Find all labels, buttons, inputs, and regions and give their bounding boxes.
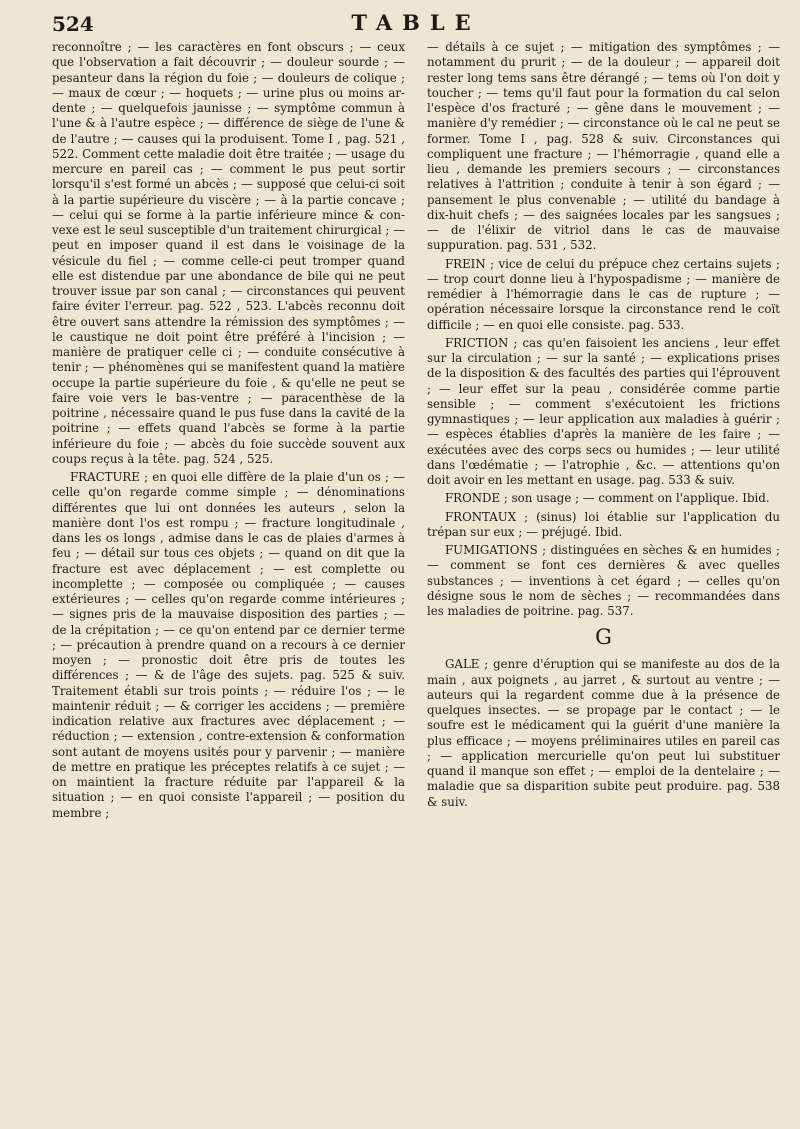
section-letter-g: G xyxy=(595,625,612,650)
index-entry-frontaux: FRONTAUX ; (sinus) loi établie sur l'application du trépan sur eux ; — préjugé. Ibid. xyxy=(427,509,780,539)
index-entry-gale: GALE ; genre d'éruption qui se manifeste au dos de la main , aux poignets , au jarret , & surtout au ventre ; — auteurs qui la regardent comme due à la présence de quelques insectes. — se propage par le contact ; — le soufre est le médicament qui la guérit d'une manière la plus efficace ; — moyens préliminaires utiles en pareil cas ; — application mercurielle qu'on peut lui substituer quand il manque son effet ; — emploi de la dentelaire ; — maladie que sa disparition subite peut produire. pag. 538 & suiv. xyxy=(427,657,780,809)
index-entry-fracture-continued: — détails à ce sujet ; — mitigation des symptômes ; — notamment du prurit ; — de la douleur ; — appareil doit rester long tems sans être dérangé ; — tems où l'on doit y toucher ; — tems qu'il faut pour la formation du cal selon l'espèce d'os fracturé ; — gêne dans le mouvement ; — manière d'y remédier ; — circonstance où le cal ne peut se former. Tome I , pag. 528 & suiv. Circonstances qui compliquent une fracture ; — l'hémorragie , quand elle a lieu , demande les premiers secours ; — circonstances relatives à l'attrition ; conduite à tenir à son égard ; — pansement le plus convenable ; — utilité du bandage à dix-huit chefs ; — des saignées locales par les sangsues ; — de l'élixir de vitriol dans le cas de mauvaise suppuration. pag. 531 , 532. xyxy=(427,40,780,253)
index-entry-fronde: FRONDE ; son usage ; — comment on l'applique. Ibid. xyxy=(445,491,770,506)
page-number: 524 xyxy=(52,12,94,36)
running-title: TABLE xyxy=(351,10,481,35)
right-column xyxy=(427,40,780,824)
index-entry-foie-continued: reconnoître ; — les caractères en font obscurs ; — ceux que l'observation a fait découvrir ; — douleur sourde ; — pesanteur dans la région du foie ; — douleurs de colique ; — maux de cœur ; — hoquets ; — urine plus ou moins ardente ; — quelquefois jaunisse ; — symptôme commun à l'une & à l'autre espèce ; — différence de siège de l'une & de l'autre ; — causes qui la produisent. Tome I , pag. 521 , 522. Comment cette maladie doit être traitée ; — usage du mercure en pareil cas ; — comment le pus peut sortir lorsqu'il s'est formé un abcès ; — supposé que celui-ci soit à la partie supérieure du viscère ; — à la partie concave ; — celui qui se forme à la partie inférieure mince & convexe est le seul susceptible d'un traitement chirurgical ; — peut en imposer quand il est dans le voisinage de la vésicule du fiel ; — comme celle-ci peut tromper quand elle est distendue par une abondance de bile qui ne peut trouver issue par son canal ; — circonstances qui peuvent faire éviter l'erreur. pag. 522 , 523. L'abcès reconnu doit être ouvert sans attendre la rémission des symptômes ; — le caustique ne doit point être préféré à l'incision ; — manière de pratiquer celle ci ; — conduite consécutive à tenir ; — phénomènes qui se manifestent quand la matière occupe la partie supérieure du foie , & qu'elle ne peut se faire voie vers le bas-ventre ; — paracenthèse de la poitrine , nécessaire quand le pus fuse dans la cavité de la poitrine ; — effets quand l'abcès se forme à la partie inférieure du foie ; — abcès du foie succède souvent aux coups reçus à la tête. pag. 524 , 525. xyxy=(52,40,405,466)
index-entry-fracture: FRACTURE ; en quoi elle diffère de la plaie d'un os ; — celle qu'on regarde comme simple ; — dénominations différentes que lui ont données les auteurs , selon la manière dont l'os est rompu ; — fracture longitudinale , dans les os longs , admise dans le cas de plaies d'armes à feu ; — détail sur tous ces objets ; — quand on dit que la fracture est avec déplacement ; — est complette ou incomplette ; — composée ou compliquée ; — causes extérieures ; — celles qu'on regarde comme intérieures ; — signes pris de la mauvaise disposition des parties ; — de la crépitation ; — ce qu'on entend par ce dernier terme ; — précaution à prendre quand on a recours à ce dernier moyen ; — pronostic doit être pris de toutes les différences ; — & de l'âge des sujets. pag. 525 & suiv. Traitement établi sur trois points ; — réduire l'os ; — le maintenir réduit ; — & corriger les accidens ; — première indication relative aux fractures avec déplacement ; — réduction ; — extension , contre-extension & conformation sont autant de moyens usités pour y parvenir ; — manière de mettre en pratique les préceptes relatifs à ce sujet ; — on maintient la fracture réduite par l'appareil & la situation ; — en quoi consiste l'appareil ; — position du membre ; xyxy=(52,470,405,820)
index-entry-frein: FREIN ; vice de celui du prépuce chez certains sujets ; — trop court donne lieu à l'hypospadisme ; — manière de remédier à l'hémorragie dans le cas de rupture ; — opération nécessaire lorsque la circonstance rend le coït difficile ; — en quoi elle consiste. pag. 533. xyxy=(427,256,780,332)
page-header xyxy=(52,10,780,40)
left-column xyxy=(52,40,405,824)
index-entry-fumigations: FUMIGATIONS ; distinguées en sèches & en humides ; — comment se font ces dernières & avec quelles substances ; — inventions à cet égard ; — celles qu'on désigne sous le nom de sèches ; — recommandées dans les maladies de poitrine. pag. 537. xyxy=(427,543,780,618)
index-entry-friction: FRICTION ; cas qu'en faisoient les anciens , leur effet sur la circulation ; — sur la santé ; — explications prises de la disposition & des facultés des parties qui l'éprouvent ; — leur effet sur la peau , considérée comme partie sensible ; — comment s'exécutoient les frictions gymnastiques ; — leur application aux maladies à guérir ; — espèces établies d'après la manière de les faire ; — exécutées avec des corps secs ou humides ; — leur utilité dans l'œdématie ; — l'atrophie , &c. — attentions qu'on doit avoir en les mettant en usage. pag. 533 & suiv. xyxy=(427,335,780,487)
two-column-body xyxy=(52,40,780,824)
